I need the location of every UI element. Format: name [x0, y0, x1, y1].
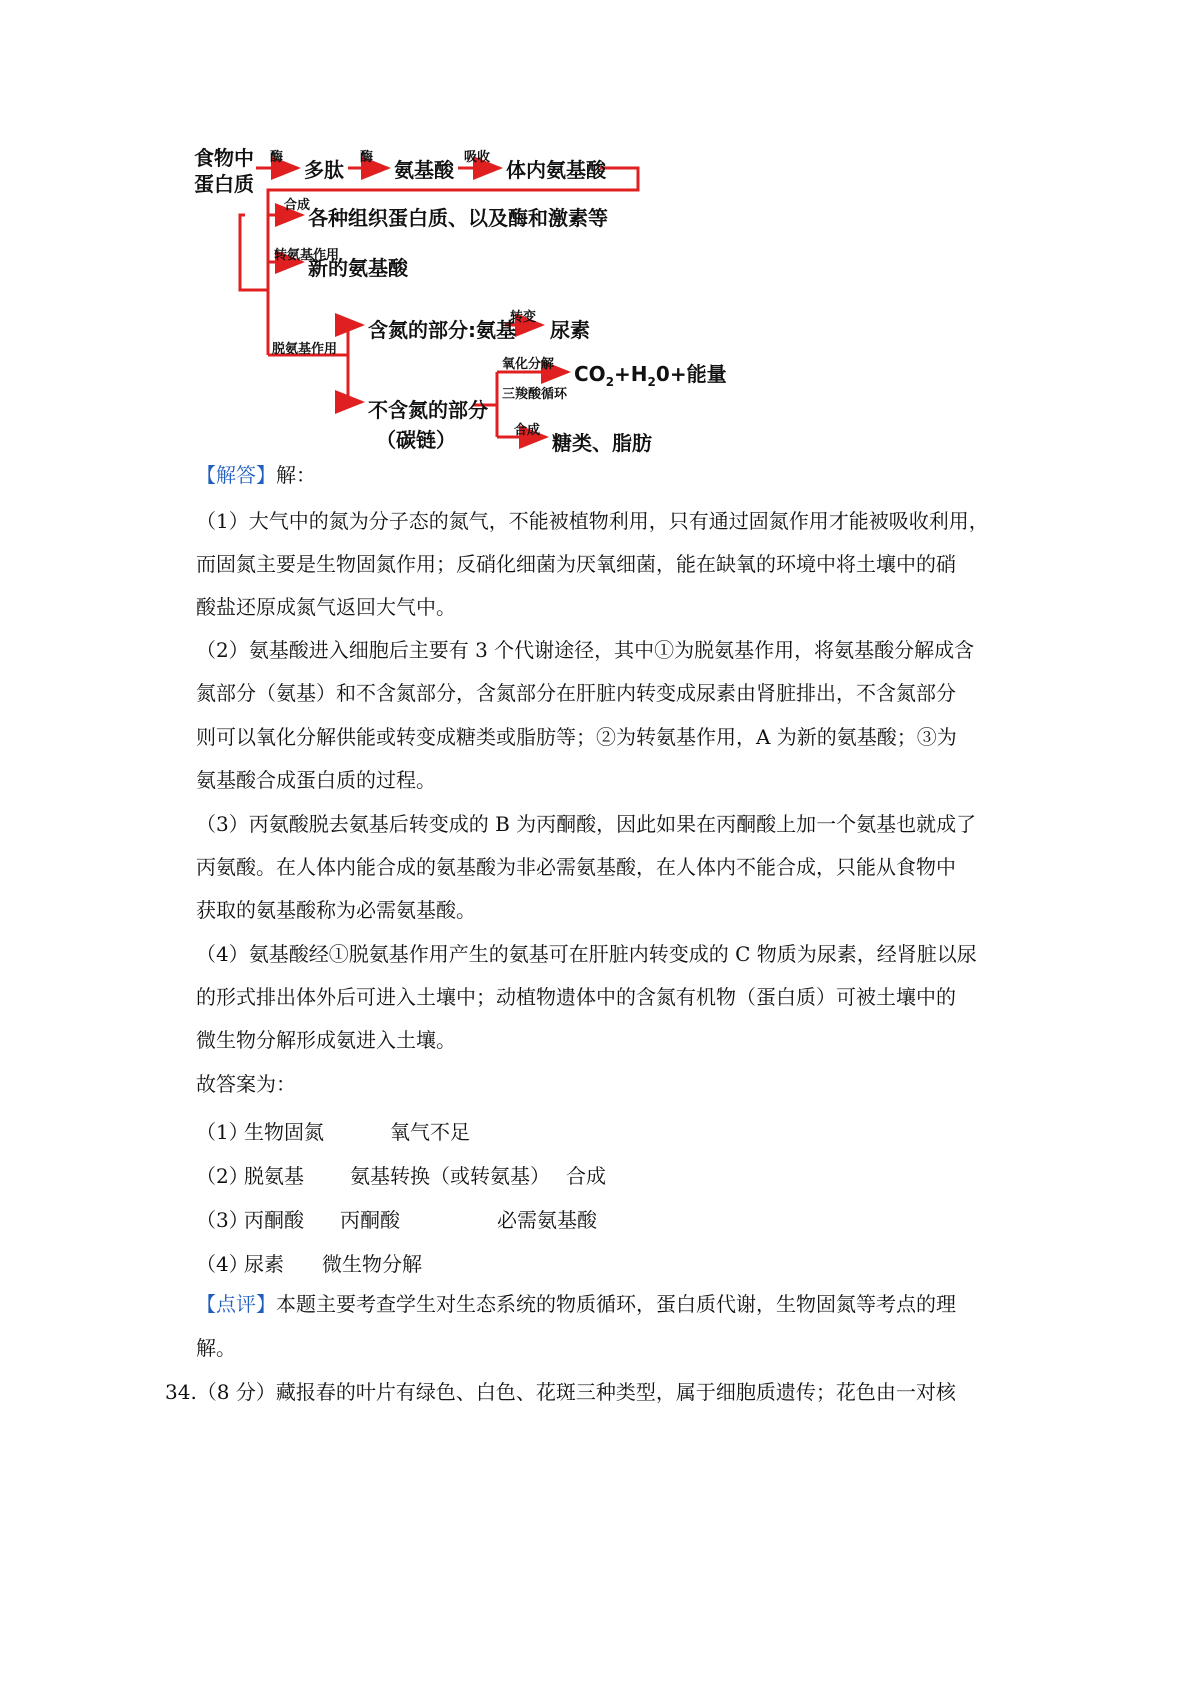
convert-label: 转变: [510, 310, 537, 325]
sugar-fat-label: 糖类、脂肪: [552, 431, 652, 455]
tissue-protein-label: 各种组织蛋白质、以及酶和激素等: [308, 206, 608, 230]
oxidation-label: 氧化分解: [502, 357, 555, 372]
synthesis-label: 合成: [284, 198, 311, 213]
answer-line: （4）氨基酸经①脱氨基作用产生的氨基可在肝脏内转变成的 C 物质为尿素，经肾脏以尿: [196, 942, 977, 966]
answer-tag: 【解答】: [196, 463, 276, 487]
new-amino-acid-label: 新的氨基酸: [308, 256, 408, 280]
enzyme-label-1: 酶: [270, 150, 284, 165]
non-nitrogen-part-label: 不含氮的部分: [368, 398, 488, 422]
answer-line: 氮部分（氨基）和不含氮部分，含氮部分在肝脏内转变成尿素由肾脏排出，不含氮部分: [196, 681, 956, 705]
answer-line: （1）大气中的氮为分子态的氮气，不能被植物利用，只有通过固氮作用才能被吸收利用，: [196, 509, 989, 533]
answer-line: 故答案为：: [196, 1072, 296, 1096]
co2-h2o-energy-label: $CO_2+H_20+$能量: [574, 362, 727, 389]
polypeptide-label: 多肽: [304, 158, 344, 182]
answer-line: 获取的氨基酸称为必需氨基酸。: [196, 898, 476, 922]
carbon-chain-label: （碳链）: [376, 428, 456, 452]
answer-line: 而固氮主要是生物固氮作用；反硝化细菌为厌氧细菌，能在缺氧的环境中将土壤中的硝: [196, 552, 956, 576]
answer-line: 丙氨酸。在人体内能合成的氨基酸为非必需氨基酸，在人体内不能合成，只能从食物中: [196, 855, 956, 879]
food-protein-label-1: 食物中: [194, 146, 254, 170]
comment-line-1: 【点评】本题主要考查学生对生态系统的物质循环，蛋白质代谢，生物固氮等考点的理: [196, 1292, 956, 1316]
answer-heading: [196, 463, 316, 487]
enzyme-label-2: 酶: [360, 150, 374, 165]
transamination-label: 转氨基作用: [274, 248, 340, 263]
answer-line: （3）丙氨酸脱去氨基后转变成的 B 为丙酮酸，因此如果在丙酮酸上加一个氨基也就成了: [196, 812, 977, 836]
synthesis-label-2: 合成: [514, 423, 541, 438]
tca-cycle-label: 三羧酸循环: [502, 387, 568, 402]
comment-tag: 【点评】: [196, 1292, 276, 1316]
absorb-label: 吸收: [464, 150, 491, 165]
answer-line: 的形式排出体外后可进入土壤中；动植物遗体中的含氮有机物（蛋白质）可被土壤中的: [196, 985, 956, 1009]
answer-line: 微生物分解形成氨进入土壤。: [196, 1028, 456, 1052]
amino-acid-label: 氨基酸: [394, 158, 454, 182]
urea-label: 尿素: [550, 318, 590, 342]
answer-line: 则可以氧化分解供能或转变成糖类或脂肪等；②为转氨基作用，A 为新的氨基酸；③为: [196, 725, 957, 749]
next-question: 34.（8 分）藏报春的叶片有绿色、白色、花斑三种类型，属于细胞质遗传；花色由一对核: [165, 1380, 956, 1404]
food-protein-label-2: 蛋白质: [194, 172, 254, 196]
deamination-label: 脱氨基作用: [272, 342, 338, 357]
comment-line-2: 解。: [196, 1336, 236, 1360]
body-amino-acid-label: 体内氨基酸: [506, 158, 606, 182]
nitrogen-part-label: 含氮的部分:氨基: [368, 318, 516, 342]
answer-line: （2）氨基酸进入细胞后主要有 3 个代谢途径，其中①为脱氨基作用，将氨基酸分解成含: [196, 638, 975, 662]
answer-tag-suffix: 解：: [276, 463, 316, 487]
protein-metabolism-diagram: [190, 140, 727, 490]
answer-line: 氨基酸合成蛋白质的过程。: [196, 768, 436, 792]
answer-line: 酸盐还原成氮气返回大气中。: [196, 595, 456, 619]
